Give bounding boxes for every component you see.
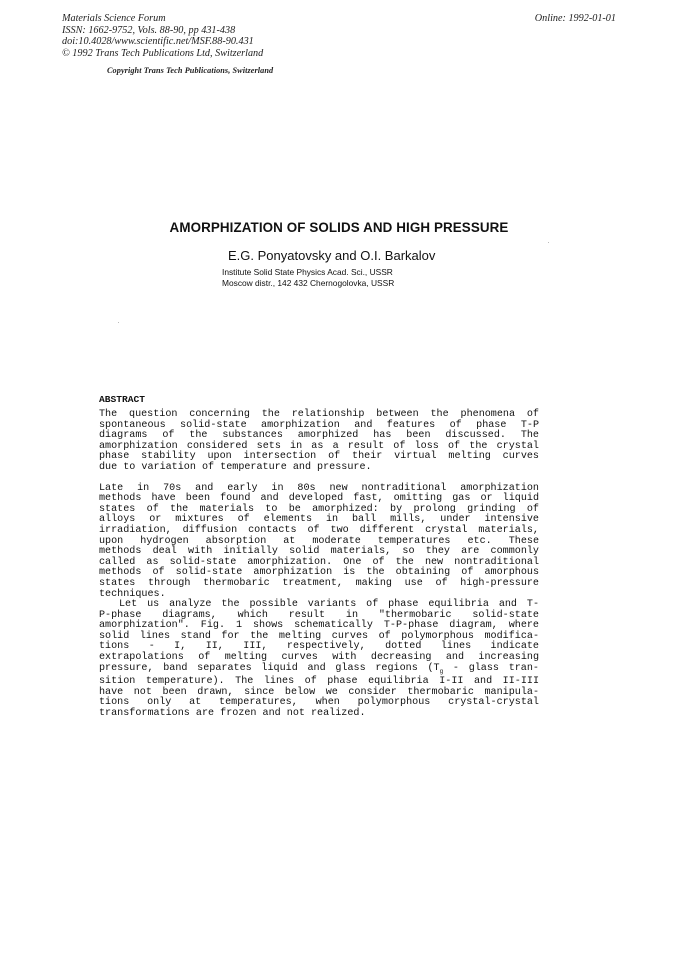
text-segment: pressure, band separates liquid and glass regions (T (99, 662, 440, 674)
text-line: extrapolations of melting curves with decreasing and increasing (99, 652, 539, 664)
text-line: phase stability upon intersection of their virtual melting curves (99, 451, 539, 463)
text-segment: - glass tran- (443, 662, 539, 674)
text-line: sition temperature). The lines of phase equilibria I-II and II-III (99, 676, 539, 688)
text-line: have not been drawn, since below we consider thermobaric manipula- (99, 686, 539, 698)
text-line: upon hydrogen absorption at moderate temperatures etc. These (99, 535, 539, 547)
paper-authors: E.G. Ponyatovsky and O.I. Barkalov (228, 248, 436, 263)
abstract-heading: ABSTRACT (99, 394, 146, 405)
text-line: due to variation of temperature and pressure. (99, 461, 372, 473)
subscript-g: g (439, 667, 444, 675)
text-line: methods deal with initially solid materials, so they are commonly (99, 546, 539, 558)
text-line: states through thermobaric treatment, making use of high-pressure (99, 577, 539, 589)
text-line: tions only at temperatures, when polymorphous crystal-crystal (99, 697, 539, 709)
text-line: states of the materials to be amorphized: by prolong grinding of (99, 503, 539, 515)
affiliation-line-1: Institute Solid State Physics Acad. Sci., USSR (222, 267, 393, 277)
copyright-line: © 1992 Trans Tech Publications Ltd, Switzerland (62, 47, 264, 59)
text-line: Late in 70s and early in 80s new nontraditional amorphization (99, 482, 539, 494)
text-line: amorphization considered sets in as a result of loss of the crystal (99, 440, 539, 452)
text-line: techniques. (99, 588, 166, 600)
text-line: irradiation, diffusion contacts of two different crystal materials, (99, 524, 539, 536)
text-line: Let us analyze the possible variants of phase equilibria and T- (119, 599, 539, 611)
journal-name: Materials Science Forum (62, 13, 166, 24)
text-line: called as solid-state amorphization. One of the new nontraditional (99, 556, 539, 568)
affiliation-line-2: Moscow distr., 142 432 Chernogolovka, USSR (222, 277, 395, 288)
text-line: methods of solid-state amorphization is the obtaining of amorphous (99, 567, 539, 579)
text-line: solid lines stand for the melting curves of polymorphous modifica- (99, 630, 539, 642)
text-line: tions - I, II, III, respectively, dotted lines indicate (99, 641, 539, 653)
text-line: transformations are frozen and not realized. (99, 708, 366, 720)
abstract-text (99, 410, 539, 474)
author-affiliation (222, 267, 394, 289)
text-line: diagrams of the substances amorphized has been discussed. The (99, 430, 539, 442)
text-line: P-phase diagrams, which result in "thermobaric solid-state (99, 609, 539, 621)
paper-title: AMORPHIZATION OF SOLIDS AND HIGH PRESSURE (169, 220, 509, 235)
doi-line: doi:10.4028/www.scientific.net/MSF.88-90.431 (62, 36, 254, 48)
scan-speck (548, 242, 549, 243)
text-line: amorphization". Fig. 1 shows schematically T-P-phase diagram, where (99, 620, 539, 632)
text-line: alloys or mixtures of elements in ball mills, under intensive (99, 514, 539, 526)
online-date: Online: 1992-01-01 (534, 13, 616, 24)
paragraph-analysis (99, 600, 539, 720)
issn-line: ISSN: 1662-9752, Vols. 88-90, pp 431-438 (62, 24, 236, 36)
scan-speck (118, 322, 119, 323)
text-line: spontaneous solid-state amorphization and features of phase T-P (99, 419, 539, 431)
copyright-publisher: Copyright Trans Tech Publications, Switzerland (107, 66, 274, 75)
publication-info (62, 13, 422, 59)
paper-body (99, 394, 539, 720)
text-line: The question concerning the relationship between the phenomena of (99, 409, 539, 420)
paragraph-intro (99, 484, 539, 601)
text-line: methods have been found and developed fast, omitting gas or liquid (99, 493, 539, 505)
